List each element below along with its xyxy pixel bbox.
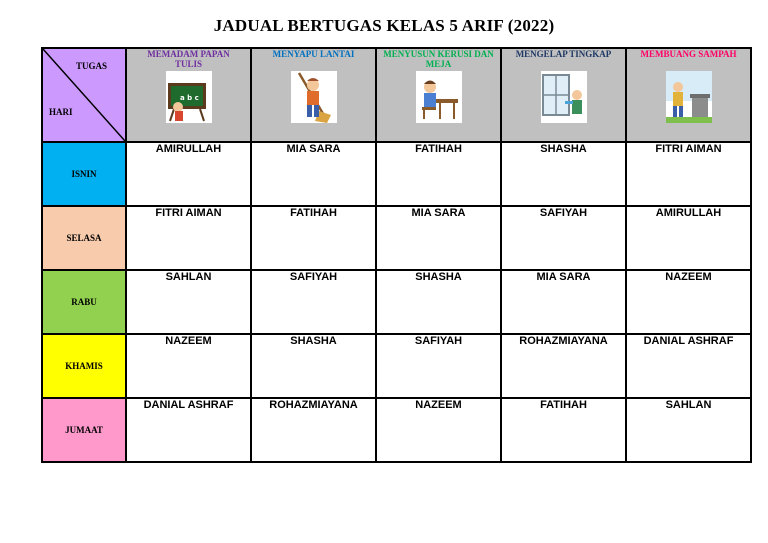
duty-cell: FITRI AIMAN [626,142,751,206]
duty-roster-table [41,47,752,463]
day-label-jumaat: JUMAAT [42,398,126,462]
day-row-khamis [42,334,751,398]
duty-cell: SHASHA [501,142,626,206]
day-label-khamis: KHAMIS [42,334,126,398]
task-label: MEMADAM PAPAN TULIS [147,49,230,69]
duty-cell: NAZEEM [376,398,501,462]
duty-cell: SAHLAN [126,270,251,334]
duty-cell: DANIAL ASHRAF [626,334,751,398]
duty-cell: AMIRULLAH [626,206,751,270]
duty-cell: DANIAL ASHRAF [126,398,251,462]
desk-student-icon [416,71,462,123]
duty-cell: FITRI AIMAN [126,206,251,270]
day-row-jumaat [42,398,751,462]
duty-cell: SHASHA [251,334,376,398]
day-row-isnin [42,142,751,206]
day-row-selasa [42,206,751,270]
task-header-mengelap [501,48,626,142]
duty-cell: SAFIYAH [251,270,376,334]
page-title: JADUAL BERTUGAS KELAS 5 ARIF (2022) [213,16,555,35]
duty-cell: NAZEEM [626,270,751,334]
corner-hari-label: HARI [49,107,73,117]
task-label: MENYAPU LANTAI [272,49,355,59]
duty-cell: NAZEEM [126,334,251,398]
day-label-rabu: RABU [42,270,126,334]
duty-cell: ROHAZMIAYANA [251,398,376,462]
task-header-membuang [626,48,751,142]
trash-bin-icon [666,71,712,123]
task-label: MENYUSUN KERUSI DAN MEJA [383,49,494,69]
duty-cell: FATIHAH [501,398,626,462]
duty-cell: SAFIYAH [376,334,501,398]
duty-cell: MIA SARA [501,270,626,334]
task-header-menyapu [251,48,376,142]
sweeping-boy-icon [291,71,337,123]
duty-cell: FATIHAH [251,206,376,270]
day-row-rabu [42,270,751,334]
header-row [42,48,751,142]
task-label: MEMBUANG SAMPAH [640,49,737,59]
task-header-menyusun [376,48,501,142]
duty-cell: FATIHAH [376,142,501,206]
duty-cell: SHASHA [376,270,501,334]
duty-cell: SAHLAN [626,398,751,462]
svg-text:a b c: a b c [179,94,199,102]
duty-cell: AMIRULLAH [126,142,251,206]
duty-cell: SAFIYAH [501,206,626,270]
day-label-selasa: SELASA [42,206,126,270]
duty-cell: MIA SARA [251,142,376,206]
task-label: MENGELAP TINGKAP [515,49,612,59]
task-header-memadam [126,48,251,142]
duty-cell: ROHAZMIAYANA [501,334,626,398]
corner-header-cell [42,48,126,142]
window-cleaning-icon [541,71,587,123]
day-label-isnin: ISNIN [42,142,126,206]
duty-cell: MIA SARA [376,206,501,270]
corner-tugas-label: TUGAS [75,61,107,71]
chalkboard-icon [166,71,212,123]
